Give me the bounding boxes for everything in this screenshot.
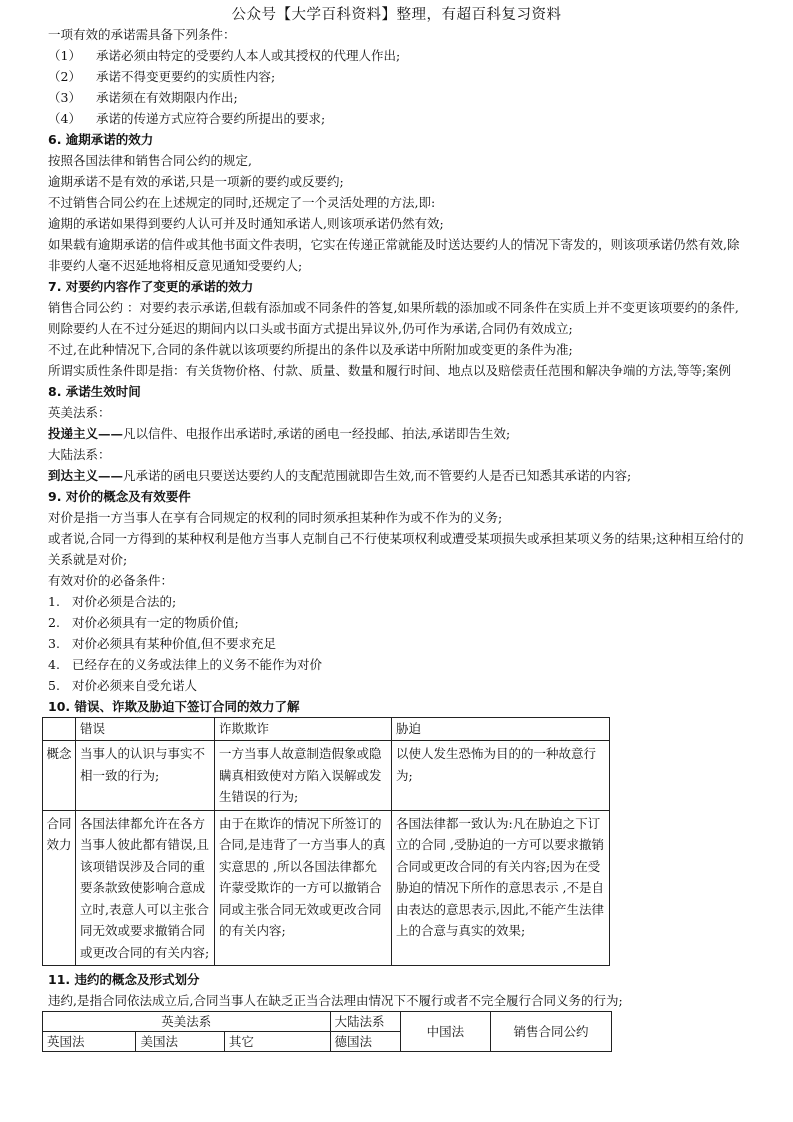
consideration-text: 对价必须具有某种价值,但不要求充足 xyxy=(72,636,276,651)
list-item xyxy=(48,66,748,87)
section-9-line1: 对价是指一方当事人在享有合同规定的权利的同时须承担某种作为或不作为的义务; xyxy=(48,510,503,525)
table-cell: 各国法律都允许在各方当事人彼此都有错误,且该项错误涉及合同的重要条款致使影响合意成立时,表意人可以主张合同无效或要求撤销合同或更改合同的有关内容; xyxy=(76,810,215,966)
section-6-para: 如果载有逾期承诺的信件或其他书面文件表明，它实在传递正常就能及时送达要约人的情况下寄发的，则该项承诺仍然有效,除非要约人毫不迟延地将相反意见通知受要约人; xyxy=(48,237,740,273)
condition-text: 承诺不得变更要约的实质性内容; xyxy=(96,69,276,84)
receipt-rule-term: 到达主义—— xyxy=(48,468,124,483)
list-item xyxy=(48,654,748,675)
table-header-cell: 诈欺欺诈 xyxy=(215,718,392,741)
condition-text: 承诺必须由特定的受要约人本人或其授权的代理人作出; xyxy=(96,48,401,63)
section-7-para2: 所谓实质性条件即是指：有关货物价格、付款、质量、数量和履行时间、地点以及赔偿责任范围和解决争端的方法,等等;案例 xyxy=(48,363,732,378)
page-header: 公众号【大学百科资料】整理，有超百科复习资料 xyxy=(231,7,562,23)
list-item xyxy=(48,612,748,633)
row-label: 合同效力 xyxy=(43,810,76,966)
anglo-american-header: 英美法系 xyxy=(43,1012,331,1032)
section-11-heading: 11. 违约的概念及形式划分 xyxy=(48,972,200,987)
consideration-text: 对价必须是合法的; xyxy=(72,594,177,609)
cisg-header: 销售合同公约 xyxy=(491,1012,612,1052)
consideration-number: 1. xyxy=(48,594,60,609)
consideration-text: 对价必须来自受允诺人 xyxy=(72,678,198,693)
section-8-heading: 8. 承诺生效时间 xyxy=(48,384,141,399)
consideration-number: 5. xyxy=(48,678,60,693)
condition-number: （2） xyxy=(48,69,81,84)
list-item xyxy=(48,87,748,108)
continental-header: 大陆法系 xyxy=(330,1012,400,1032)
section-7-line: 不过,在此种情况下,合同的条件就以该项要约所提出的条件以及承诺中所附加或变更的条件为准; xyxy=(48,342,573,357)
table-header-cell: 错误 xyxy=(76,718,215,741)
table-header-row xyxy=(43,718,610,741)
section-7-para1: 销售合同公约 ：对要约表示承诺,但载有添加或不同条件的答复,如果所载的添加或不同条件在实质上并不变更该项要约的条件,则除要约人在不过分延迟的期间内以口头或书面方式提出异议外,仍可作为承诺,合同仍有效成立; xyxy=(48,300,739,336)
receipt-rule xyxy=(48,465,748,486)
consideration-list xyxy=(48,591,748,696)
row-label: 概念 xyxy=(43,741,76,811)
section-9-heading: 9. 对价的概念及有效要件 xyxy=(48,489,191,504)
consideration-text: 已经存在的义务或法律上的义务不能作为对价 xyxy=(72,657,323,672)
section-6-lines xyxy=(48,150,748,234)
table-cell: 一方当事人故意制造假象或隐瞒真相致使对方陷入误解或发生错误的行为; xyxy=(215,741,392,811)
anglo-american-label: 英美法系： xyxy=(48,405,111,420)
list-item xyxy=(48,108,748,129)
consideration-number: 3. xyxy=(48,636,60,651)
breach-table xyxy=(42,1011,612,1052)
list-item xyxy=(48,675,748,696)
uk-law-cell: 英国法 xyxy=(43,1032,136,1052)
list-item xyxy=(48,45,748,66)
contract-validity-table xyxy=(42,717,610,966)
condition-list xyxy=(48,45,748,129)
section-11-line: 违约,是指合同依法成立后,合同当事人在缺乏正当合法理由情况下不履行或者不完全履行合同义务的行为; xyxy=(48,993,623,1008)
section-6-line: 逾期的承诺如果得到要约人认可并及时通知承诺人,则该项承诺仍然有效; xyxy=(48,216,444,231)
condition-text: 承诺须在有效期限内作出; xyxy=(96,90,238,105)
section-6-line: 逾期承诺不是有效的承诺,只是一项新的要约或反要约; xyxy=(48,174,344,189)
section-6-line: 不过销售合同公约在上述规定的同时,还规定了一个灵活处理的方法,即: xyxy=(48,195,436,210)
table-row xyxy=(43,741,610,811)
table-header-cell: 胁迫 xyxy=(392,718,610,741)
list-item xyxy=(48,591,748,612)
condition-number: （1） xyxy=(48,48,81,63)
mailbox-rule-text: 凡以信件、电报作出承诺时,承诺的函电一经投邮、拍法,承诺即告生效; xyxy=(123,426,511,441)
table-cell: 以使人发生恐怖为目的的一种故意行为; xyxy=(392,741,610,811)
section-6-heading: 6. 逾期承诺的效力 xyxy=(48,132,154,147)
condition-number: （4） xyxy=(48,111,81,126)
german-law-cell: 德国法 xyxy=(330,1032,400,1052)
section-10-heading: 10. 错误、诈欺及胁迫下签订合同的效力了解 xyxy=(48,699,300,714)
list-item xyxy=(48,633,748,654)
us-law-cell: 美国法 xyxy=(136,1032,224,1052)
section-7-heading: 7. 对要约内容作了变更的承诺的效力 xyxy=(48,279,254,294)
continental-label: 大陆法系： xyxy=(48,447,111,462)
table-row xyxy=(43,810,610,966)
table-cell: 由于在欺诈的情况下所签订的合同,是违背了一方当事人的真实意思的 ,所以各国法律都允许蒙受欺诈的一方可以撤销合同或主张合同无效或更改合同的有关内容; xyxy=(215,810,392,966)
table-cell: 各国法律都一致认为:凡在胁迫之下订立的合同 ,受胁迫的一方可以要求撤销合同或更改合同的有关内容;因为在受胁迫的情况下所作的意思表示 ,不是自由表达的意思表示,因此,不能产生法律上的合意与真实的效果; xyxy=(392,810,610,966)
intro-lead: 一项有效的承诺需具备下列条件： xyxy=(48,27,236,42)
china-law-header: 中国法 xyxy=(400,1012,490,1052)
condition-number: （3） xyxy=(48,90,81,105)
mailbox-rule-term: 投递主义—— xyxy=(48,426,124,441)
table-row xyxy=(43,1012,612,1032)
consideration-number: 2. xyxy=(48,615,60,630)
section-9-line2: 有效对价的必备条件： xyxy=(48,573,174,588)
table-header-cell xyxy=(43,718,76,741)
other-cell: 其它 xyxy=(224,1032,330,1052)
consideration-number: 4. xyxy=(48,657,60,672)
receipt-rule-text: 凡承诺的函电只要送达要约人的支配范围就即告生效,而不管要约人是否已知悉其承诺的内容; xyxy=(123,468,632,483)
condition-text: 承诺的传递方式应符合要约所提出的要求; xyxy=(96,111,326,126)
consideration-text: 对价必须具有一定的物质价值; xyxy=(72,615,239,630)
section-6-line: 按照各国法律和销售合同公约的规定, xyxy=(48,153,252,168)
section-9-para: 或者说,合同一方得到的某种权利是他方当事人克制自己不行使某项权利或遭受某项损失或承担某项义务的结果;这种相互给付的关系就是对价; xyxy=(48,531,744,567)
mailbox-rule xyxy=(48,423,748,444)
table-cell: 当事人的认识与事实不相一致的行为; xyxy=(76,741,215,811)
